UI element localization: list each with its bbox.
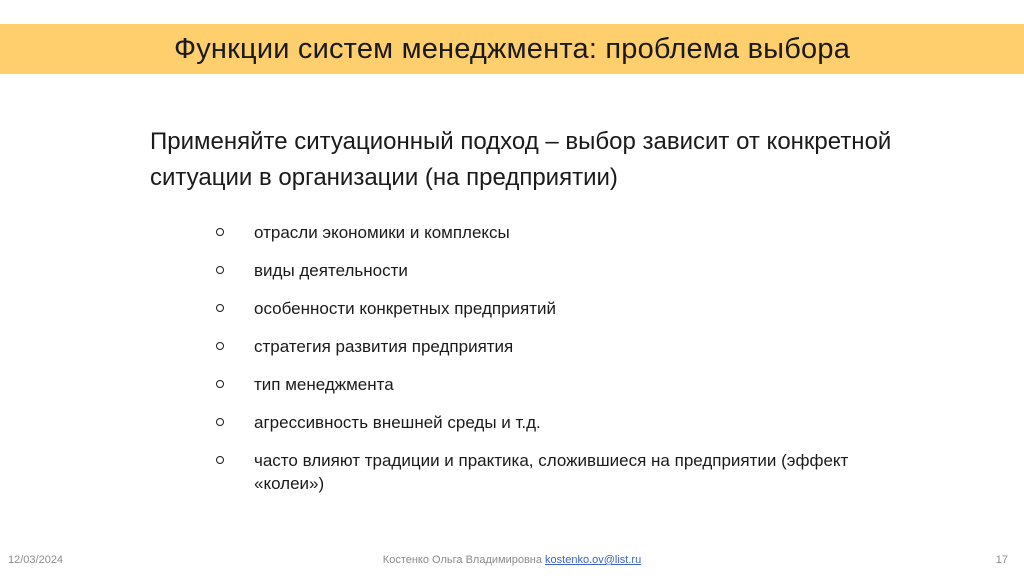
bullet-text: тип менеджмента: [254, 375, 394, 394]
footer-email-link[interactable]: kostenko.ov@list.ru: [545, 554, 642, 566]
bullet-text: часто влияют традиции и практика, сложившиеся на предприятии (эффект «колеи»): [254, 451, 849, 493]
bullet-text: агрессивность внешней среды и т.д.: [254, 413, 541, 432]
bullet-text: виды деятельности: [254, 261, 408, 280]
hollow-circle-bullet-icon: [216, 456, 224, 464]
bullet-item: [214, 259, 894, 282]
bullet-item: [214, 449, 894, 495]
bullet-item: [214, 411, 894, 434]
bullet-text: стратегия развития предприятия: [254, 337, 514, 356]
hollow-circle-bullet-icon: [216, 342, 224, 350]
bullet-text: отрасли экономики и комплексы: [254, 223, 510, 242]
hollow-circle-bullet-icon: [216, 304, 224, 312]
bullet-item: [214, 373, 894, 396]
hollow-circle-bullet-icon: [216, 380, 224, 388]
hollow-circle-bullet-icon: [216, 266, 224, 274]
bullet-item: [214, 297, 894, 320]
hollow-circle-bullet-icon: [216, 418, 224, 426]
bullet-text: особенности конкретных предприятий: [254, 299, 557, 318]
lead-paragraph: Применяйте ситуационный подход – выбор зависит от конкретной ситуации в организации (на предприятии): [150, 128, 892, 191]
page-number: 17: [995, 554, 1008, 566]
bullet-item: [214, 221, 894, 244]
footer-author-line: [0, 554, 1024, 566]
footer-date: 12/03/2024: [8, 554, 64, 566]
hollow-circle-bullet-icon: [216, 228, 224, 236]
bullet-list: [214, 221, 894, 510]
footer-author: Костенко Ольга Владимировна: [382, 554, 542, 566]
title-bar: [0, 24, 1024, 74]
slide-title: Функции систем менеджмента: проблема выбора: [173, 32, 851, 65]
bullet-item: [214, 335, 894, 358]
